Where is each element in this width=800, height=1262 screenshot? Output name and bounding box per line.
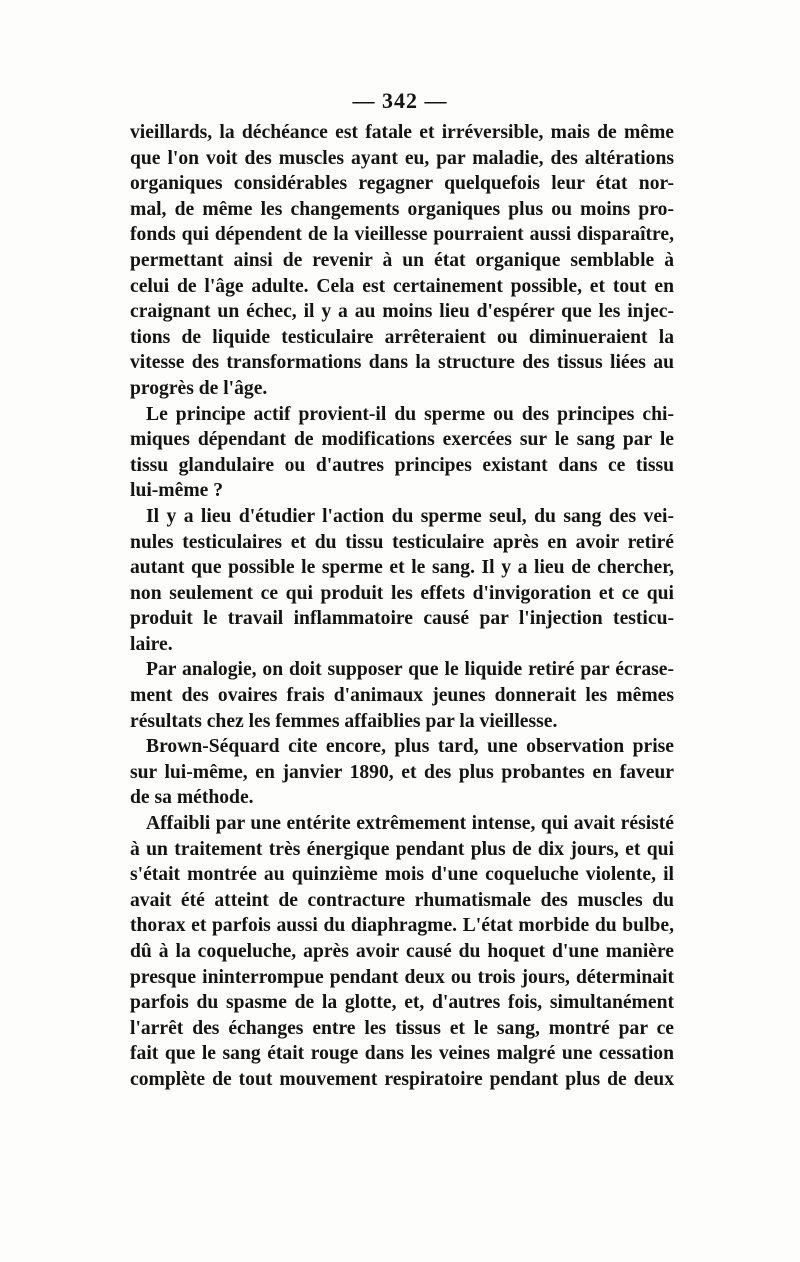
text-line: que l'on voit des muscles ayant eu, par maladie, des altérations xyxy=(130,147,674,169)
text-line: celui de l'âge adulte. Cela est certainement possible, et tout en xyxy=(130,275,674,297)
text-line: l'arrêt des échanges entre les tissus et le sang, montré par ce xyxy=(130,1017,674,1039)
text-line: vitesse des transformations dans la structure des tissus liées au xyxy=(130,352,674,374)
text-line: permettant ainsi de revenir à un état organique semblable à xyxy=(130,249,674,271)
text-line: dû à la coqueluche, après avoir causé du hoquet d'une manière xyxy=(130,941,674,962)
text-line: non seulement ce qui produit les effets d'invigoration et ce qui xyxy=(130,582,674,604)
text-line: laire. xyxy=(130,633,173,655)
text-line: Il y a lieu d'étudier l'action du sperme seul, du sang des vei- xyxy=(146,505,674,527)
text-line: ment des ovaires frais d'animaux jeunes donnerait les mêmes xyxy=(130,685,674,707)
text-line: résultats chez les femmes affaiblies par la vieillesse. xyxy=(130,710,558,732)
body-text xyxy=(130,120,674,1093)
paragraph-4 xyxy=(130,657,674,734)
text-line: craignant un échec, il y a au moins lieu d'espérer que les injec- xyxy=(130,301,674,323)
paragraph-2 xyxy=(130,402,674,504)
text-line: miques dépendant de modifications exercées sur le sang par le xyxy=(130,429,674,451)
text-line: avait été atteint de contracture rhumatismale des muscles du xyxy=(130,889,674,911)
page-number: — 342 — xyxy=(352,88,448,113)
text-line: produit le travail inflammatoire causé par l'injection testicu- xyxy=(130,608,674,630)
text-line: lui-même ? xyxy=(130,480,224,502)
text-line: tions de liquide testiculaire arrêteraient ou diminueraient la xyxy=(130,326,674,348)
paragraph-3 xyxy=(130,504,674,658)
text-line: fonds qui dépendent de la vieillesse pourraient aussi disparaître, xyxy=(130,224,674,246)
text-line: nules testiculaires et du tissu testiculaire après en avoir retiré xyxy=(130,531,674,553)
text-line: mal, de même les changements organiques plus ou moins pro- xyxy=(130,198,674,220)
text-line: Affaibli par une entérite extrêmement intense, qui avait résisté xyxy=(146,813,674,835)
text-line: Par analogie, on doit supposer que le liquide retiré par écrase- xyxy=(146,659,674,681)
text-line: Brown-Séquard cite encore, plus tard, une observation prise xyxy=(146,736,674,758)
text-line: complète de tout mouvement respiratoire pendant plus de deux xyxy=(130,1068,674,1090)
text-line: à un traitement très énergique pendant plus de dix jours, et qui xyxy=(130,838,674,860)
text-line: Le principe actif provient-il du sperme ou des principes chi- xyxy=(146,403,674,425)
text-line: parfois du spasme de la glotte, et, d'autres fois, simultanément xyxy=(130,992,674,1014)
paragraph-6 xyxy=(130,811,674,1093)
text-line: de sa méthode. xyxy=(130,787,254,809)
text-line: s'était montrée au quinzième mois d'une coqueluche violente, il xyxy=(130,864,674,886)
text-line: tissu glandulaire ou d'autres principes existant dans ce tissu xyxy=(130,454,674,476)
paragraph-5 xyxy=(130,734,674,811)
text-line: sur lui-même, en janvier 1890, et des plus probantes en faveur xyxy=(130,761,674,783)
text-line: vieillards, la déchéance est fatale et irréversible, mais de même xyxy=(130,122,674,143)
text-line: autant que possible le sperme et le sang. Il y a lieu de chercher, xyxy=(130,557,674,579)
text-line: presque ininterrompue pendant deux ou trois jours, déterminait xyxy=(130,966,674,988)
text-line: organiques considérables regagner quelquefois leur état nor- xyxy=(130,173,674,195)
text-line: thorax et parfois aussi du diaphragme. L'état morbide du bulbe, xyxy=(130,915,674,937)
text-line: fait que le sang était rouge dans les veines malgré une cessation xyxy=(130,1043,674,1065)
paragraph-1 xyxy=(130,120,674,402)
text-line: progrès de l'âge. xyxy=(130,377,268,399)
